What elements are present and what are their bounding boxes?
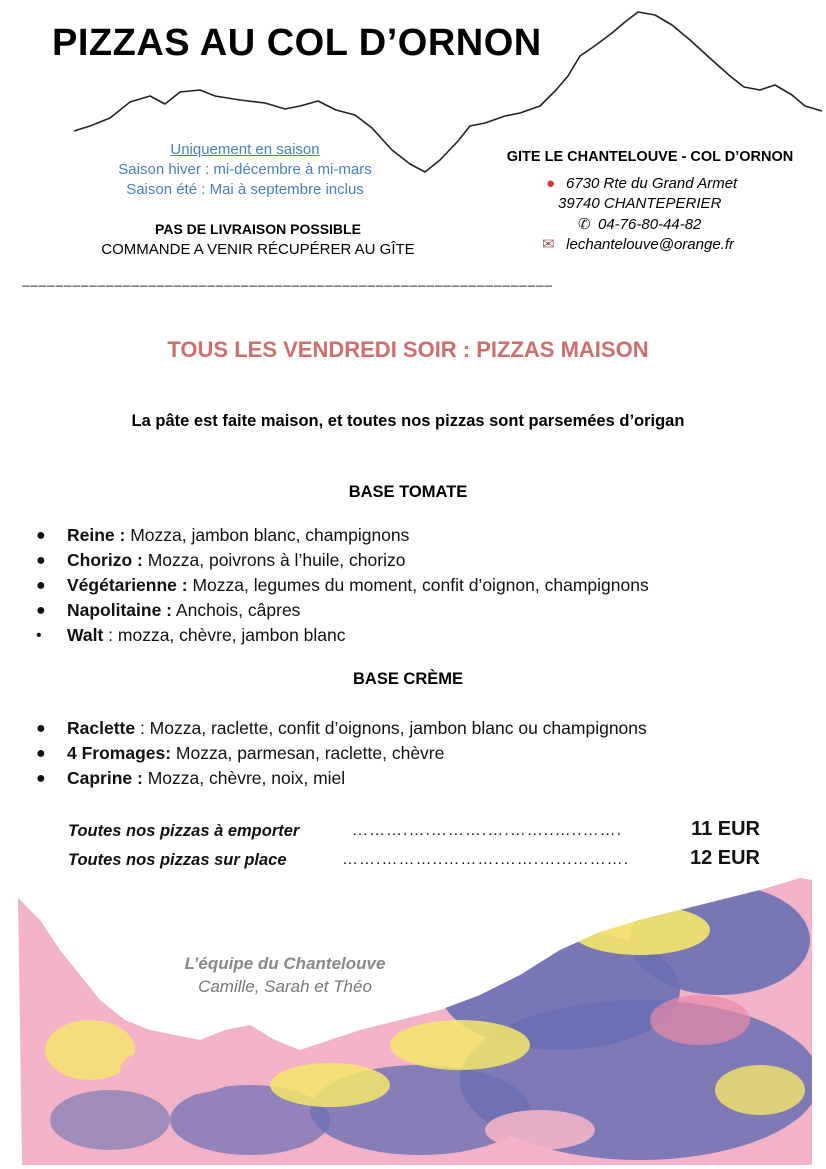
bullet-icon: ●: [36, 527, 46, 544]
price-leader: …….………..……….…….…...……….: [342, 851, 630, 868]
bullet-icon: ●: [36, 720, 46, 737]
list-item: [36, 548, 649, 573]
friday-heading: TOUS LES VENDREDI SOIR : PIZZAS MAISON: [167, 337, 649, 362]
pizza-desc: Mozza, jambon blanc, champignons: [125, 525, 410, 545]
page-title: PIZZAS AU COL D’ORNON: [52, 22, 542, 64]
pizza-desc: Anchois, câpres: [172, 600, 301, 620]
email-line: [542, 235, 734, 253]
pin-icon: ●: [546, 175, 556, 192]
season-summer-text: Saison été : Mai à septembre inclus: [126, 181, 364, 198]
email-address[interactable]: lechantelouve@orange.fr: [566, 236, 735, 253]
price-leader: ……….….……….….……..…..…….: [352, 822, 623, 839]
phone-line: [578, 215, 701, 233]
list-item: [36, 573, 649, 598]
no-delivery-notice: PAS DE LIVRAISON POSSIBLE: [155, 221, 361, 237]
list-item: [36, 741, 647, 766]
list-item: [36, 523, 649, 548]
pizza-desc: Mozza, chèvre, noix, miel: [142, 768, 346, 788]
bullet-icon: ●: [36, 602, 46, 619]
pizza-name: Chorizo :: [67, 550, 143, 570]
address-line-1: [546, 175, 737, 192]
price-row-takeaway: [68, 818, 768, 846]
season-only-link[interactable]: Uniquement en saison: [170, 141, 320, 158]
price-value: 12 EUR: [689, 847, 760, 869]
bullet-icon: ●: [36, 745, 46, 762]
team-title: L’équipe du Chantelouve: [184, 954, 386, 973]
pizza-name: Végétarienne :: [67, 575, 188, 595]
team-names: Camille, Sarah et Théo: [198, 977, 372, 996]
list-item: [36, 598, 649, 623]
dough-note: La pâte est faite maison, et toutes nos pizzas sont parsemées d’origan: [131, 412, 685, 430]
separator-line: _______________________________________________________________: [22, 272, 554, 287]
address-line-2: 39740 CHANTEPERIER: [558, 195, 722, 212]
address-street: 6730 Rte du Grand Armet: [566, 175, 738, 192]
base-creme-list: [36, 716, 647, 791]
list-item: [36, 766, 647, 791]
pizza-name: Reine :: [67, 525, 126, 545]
bullet-icon: ●: [36, 552, 46, 569]
gite-name: GITE LE CHANTELOUVE - COL D’ORNON: [506, 149, 794, 165]
pizza-name: Napolitaine :: [67, 600, 173, 620]
base-creme-title: BASE CRÈME: [352, 670, 463, 688]
phone-number[interactable]: 04-76-80-44-82: [598, 216, 702, 233]
bullet-icon: •: [36, 627, 42, 644]
list-item: [36, 623, 649, 648]
base-tomate-title: BASE TOMATE: [348, 483, 468, 501]
season-winter-text: Saison hiver : mi-décembre à mi-mars: [118, 161, 372, 178]
mountain-artwork: [0, 870, 826, 1169]
base-tomate-list: [36, 523, 649, 648]
pizza-name: 4 Fromages:: [67, 743, 172, 763]
price-label: Toutes nos pizzas à emporter: [68, 822, 300, 840]
phone-icon: ✆: [578, 216, 591, 233]
pizza-desc: Mozza, poivrons à l’huile, chorizo: [142, 550, 406, 570]
pickup-notice: COMMANDE A VENIR RÉCUPÉRER AU GÎTE: [101, 241, 415, 258]
bullet-icon: ●: [36, 577, 46, 594]
pizza-desc: Mozza, parmesan, raclette, chèvre: [171, 743, 445, 763]
bullet-icon: ●: [36, 770, 46, 787]
pizza-desc: Mozza, legumes du moment, confit d’oignon, champignons: [187, 575, 649, 595]
pizza-desc: : mozza, chèvre, jambon blanc: [103, 625, 346, 645]
price-label: Toutes nos pizzas sur place: [68, 851, 287, 869]
envelope-icon: ✉: [542, 236, 555, 253]
pizza-name: Walt: [67, 625, 104, 645]
price-value: 11 EUR: [691, 818, 760, 840]
pizza-name: Raclette: [67, 718, 136, 738]
list-item: [36, 716, 647, 741]
pizza-name: Caprine :: [67, 768, 143, 788]
pizza-desc: : Mozza, raclette, confit d’oignons, jambon blanc ou champignons: [135, 718, 647, 738]
